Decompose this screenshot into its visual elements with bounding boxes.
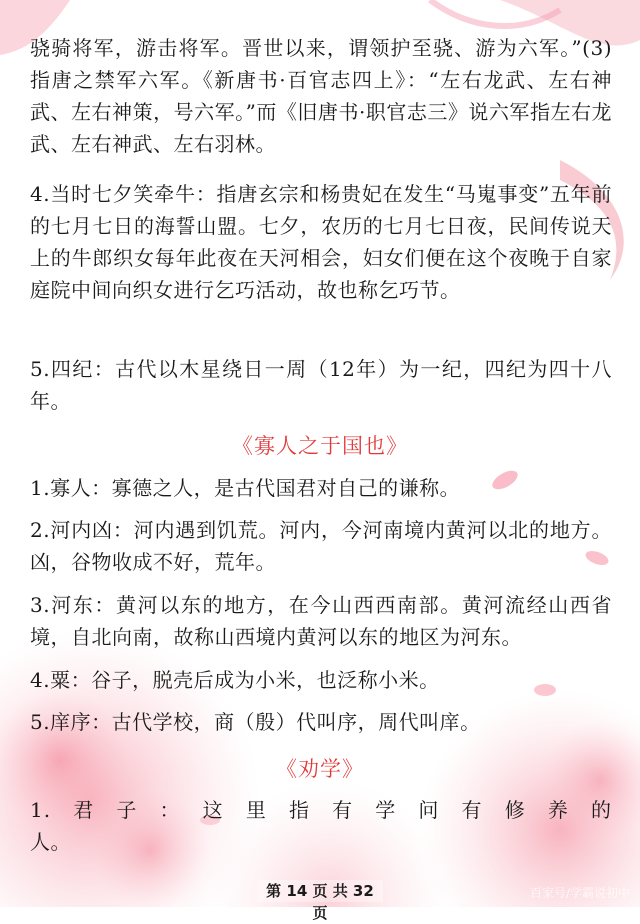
watermark: 百家号/学霸说初中 xyxy=(529,886,630,900)
paragraph-siji: 5.四纪：古代以木星绕日一周（12年）为一纪，四纪为四十八年。 xyxy=(30,357,612,413)
paragraph-liujun: 骁骑将军，游击将军。晋世以来，谓领护至骁、游为六军。”(3)指唐之禁军六军。《新唐书·百官志四上》：“左右龙武、左右神武、左右神策，号六军。”而《旧唐书·职官志三》说六军指左右龙武、左右神武、左右羽林。 xyxy=(30,36,612,156)
paragraph-qixi: 4.当时七夕笑牵牛：指唐玄宗和杨贵妃在发生“马嵬事变”五年前的七月七日的海誓山盟。七夕，农历的七月七日夜，民间传说天上的牛郎织女每年此夜在天河相会，妇女们便在这个夜晚于自家庭院中间向织女进行乞巧活动，故也称乞巧节。 xyxy=(30,182,612,302)
note-hedong: 3.河东：黄河以东的地方，在今山西西南部。黄河流经山西省境，自北向南，故称山西境内黄河以东的地区为河东。 xyxy=(30,593,612,649)
section-title-guaren: 《寡人之于国也》 xyxy=(232,434,408,458)
note-guaren: 1.寡人：寡德之人，是古代国君对自己的谦称。 xyxy=(30,476,461,500)
section-title-quanxue: 《劝学》 xyxy=(276,757,364,781)
note-xiangxu: 5.庠序：古代学校，商（殷）代叫序，周代叫庠。 xyxy=(30,710,481,734)
note-henei: 2.河内凶：河内遇到饥荒。河内，今河南境内黄河以北的地方。凶，谷物收成不好，荒年。 xyxy=(30,518,612,574)
note-junzi-line1: 1.君子：这里指有学问有修养的 xyxy=(30,798,612,822)
note-junzi-line2: 人。 xyxy=(30,830,71,854)
page-number: 第 14 页 共 32 页 xyxy=(257,880,383,902)
note-su: 4.粟：谷子，脱壳后成为小米，也泛称小米。 xyxy=(30,668,440,692)
